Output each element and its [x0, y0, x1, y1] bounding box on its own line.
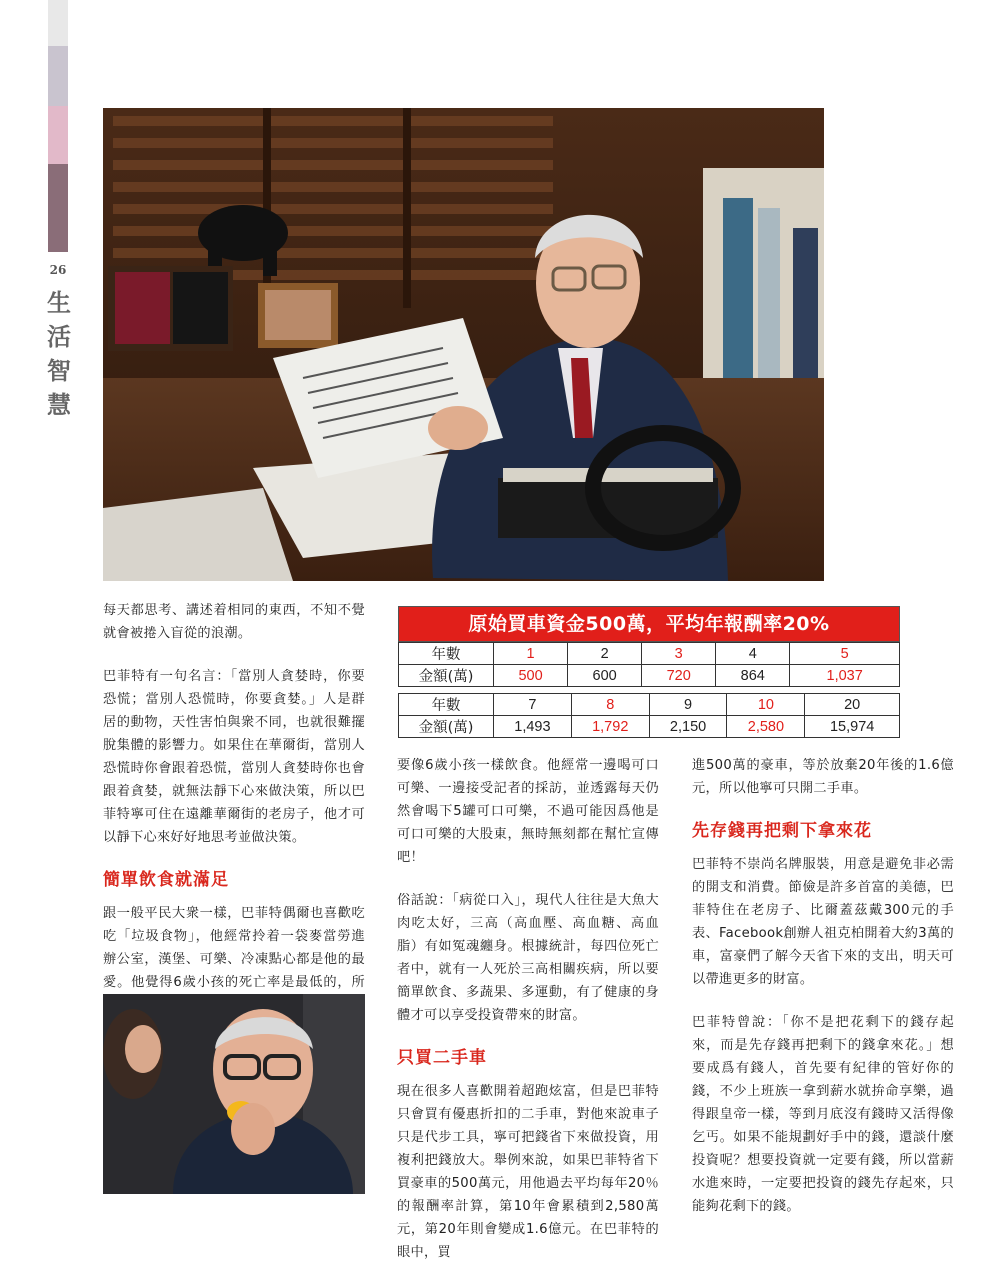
subheading: 先存錢再把剩下拿來花: [692, 821, 872, 841]
row-header: 年數: [399, 643, 494, 665]
table-cell: 500: [494, 665, 568, 687]
paragraph: 每天都思考、講述着相同的東西，不知不覺就會被捲入盲從的浪潮。: [103, 603, 365, 641]
table-row: [399, 716, 900, 738]
row-header: 年數: [399, 694, 494, 716]
table-row: [399, 643, 900, 665]
table-cell: 1: [494, 643, 568, 665]
table-cell: 10: [727, 694, 805, 716]
article-column-1: [103, 599, 365, 1037]
paragraph: 現在很多人喜歡開着超跑炫富，但是巴菲特只會買有優惠折扣的二手車，對他來說車子只是代步工具，寧可把錢省下來做投資，用複利把錢放大。舉例來說，如果巴菲特省下買豪車的500萬元，用他過去平均每年20％的報酬率計算，第10年會累積到2,580萬元，第20年則會變成1.6億元。在巴菲特的眼中，買: [397, 1084, 659, 1260]
table-cell: 1,037: [790, 665, 900, 687]
table-cell: 3: [642, 643, 716, 665]
table-cell: 9: [649, 694, 727, 716]
table-cell: 2,580: [727, 716, 805, 738]
photo-reading-newspaper: [103, 108, 824, 581]
table-cell: 15,974: [805, 716, 900, 738]
table-cell: 7: [494, 694, 572, 716]
color-strip-segment: [48, 46, 68, 106]
table-cell: 1,493: [494, 716, 572, 738]
table-cell: 600: [568, 665, 642, 687]
paragraph: 巴菲特不崇尚名牌服裝，用意是避免非必需的開支和消費。節儉是許多首富的美德，巴菲特住在老房子、比爾蓋茲戴300元的手表、Facebook創辦人祖克柏開着大約3萬的車，富豪們了解今天省下來的支出，明天可以帶進更多的財富。: [692, 857, 954, 987]
color-strip-segment: [48, 0, 68, 46]
table-cell: 20: [805, 694, 900, 716]
table-title: 原始買車資金500萬，平均年報酬率20%: [398, 606, 900, 642]
table-cell: 2: [568, 643, 642, 665]
paragraph: 要像6歲小孩一樣飲食。他經常一邊喝可口可樂、一邊接受記者的採訪，並透露每天仍然會喝下5罐可口可樂，不過可能因爲他是可口可樂的大股東，無時無刻都在幫忙宣傳吧！: [397, 758, 659, 865]
table-block-2: [398, 693, 900, 738]
page-number: 26: [49, 263, 67, 277]
table-row: [399, 694, 900, 716]
table-cell: 4: [716, 643, 790, 665]
paragraph: 跟一般平民大衆一樣，巴菲特偶爾也喜歡吃吃「垃圾食物」，他經常拎着一袋麥當勞進辦公室，漢堡、可樂、冷凍點心都是他的最愛。他覺得6歲小孩的死亡率是最低的，所: [103, 906, 365, 990]
color-strip-segment: [48, 106, 68, 164]
table-cell: 2,150: [649, 716, 727, 738]
table-cell: 5: [790, 643, 900, 665]
paragraph: 俗話說：「病從口入」，現代人往往是大魚大肉吃太好，三高（高血壓、高血糖、高血脂）有如冤魂纏身。根據統計，每四位死亡者中，就有一人死於三高相關疾病，所以要簡單飲食、多蔬果、多運動，有了健康的身體才可以享受投資帶來的財富。: [397, 893, 659, 1023]
article-column-2: [397, 754, 659, 1284]
paragraph: 進500萬的豪車，等於放棄20年後的1.6億元，所以他寧可只開二手車。: [692, 758, 954, 796]
table-block-1: [398, 642, 900, 687]
subheading: 只買二手車: [397, 1048, 487, 1068]
subheading: 簡單飲食就滿足: [103, 870, 229, 890]
table-row: [399, 665, 900, 687]
table-cell: 864: [716, 665, 790, 687]
table-cell: 8: [571, 694, 649, 716]
investment-table: [398, 606, 900, 738]
row-header: 金額(萬): [399, 665, 494, 687]
paragraph: 巴菲特曾說：「你不是把花剩下的錢存起來，而是先存錢再把剩下的錢拿來花。」想要成爲有錢人，首先要有紀律的管好你的錢，不少上班族一拿到薪水就拚命享樂，過得跟皇帝一樣，等到月底沒有錢時又活得像乞丐。如果不能規劃好手中的錢，還談什麼投資呢？想要投資就一定要有錢，所以當薪水進來時，一定要把投資的錢先存起來，只能夠花剩下的錢。: [692, 1015, 954, 1214]
color-strip-segment: [48, 164, 68, 252]
section-title: 生 活 智 慧: [47, 288, 71, 419]
photo-eating: [103, 994, 365, 1194]
paragraph: 巴菲特有一句名言：「當別人貪婪時，你要恐慌；當別人恐慌時，你要貪婪。」人是群居的動物，天性害怕與衆不同，也就很難擺脫集體的影響力。如果住在華爾街，當別人恐慌時你會跟着恐慌，當別人貪婪時你也會跟着貪婪，就無法靜下心來做決策，所以巴菲特寧可住在遠離華爾街的老房子，他才可以靜下心來好好地思考並做決策。: [103, 669, 365, 845]
table-cell: 1,792: [571, 716, 649, 738]
row-header: 金額(萬): [399, 716, 494, 738]
article-column-3: [692, 754, 954, 1238]
table-cell: 720: [642, 665, 716, 687]
